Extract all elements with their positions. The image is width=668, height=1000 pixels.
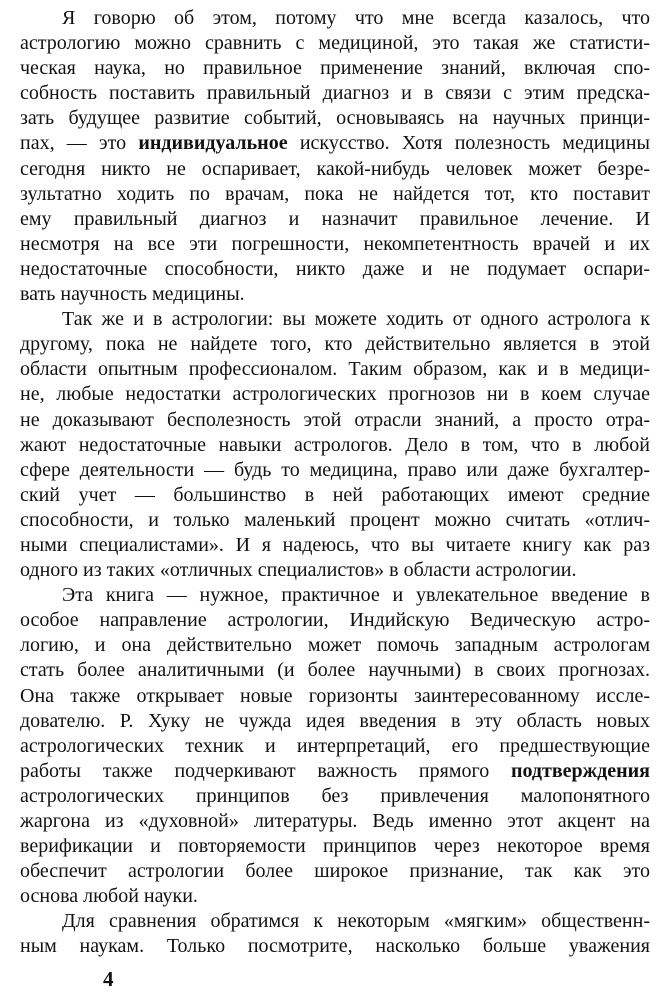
text-line [20, 31, 650, 56]
text-run: собность поставить правильный диагноз и в связи с этим предска- [20, 82, 650, 105]
text-run: несмотря на все эти погрешности, некомпетентность врачей и их [20, 232, 650, 255]
text-run: сегодня никто не оспаривает, какой-нибудь человек может безре- [20, 157, 650, 180]
bold-text: подтверждения [510, 759, 650, 782]
text-run: одного из таких «отличных специалистов» в области астрологии. [20, 559, 577, 582]
text-line [20, 157, 650, 182]
text-run: Так же и в астрологии: вы можете ходить от одного астролога к [62, 308, 650, 331]
text-line [20, 182, 650, 207]
text-line [20, 458, 650, 483]
page-body [20, 6, 650, 960]
text-run: особое направление астрологии, Индийскую Ведическую астро- [20, 609, 650, 632]
text-run: жают недостаточные навыки астрологов. Дело в том, что в любой [20, 433, 650, 456]
text-run: недостаточные способности, никто даже и не подумает оспари- [20, 257, 650, 280]
text-run: стать более аналитичными (и более научными) в своих прогнозах. [20, 659, 650, 682]
text-run: логию, и она действительно может помочь западным астрологам [20, 634, 650, 657]
text-line [20, 106, 650, 131]
text-line [20, 834, 650, 859]
text-run: Для сравнения обратимся к некоторым «мягким» общественн- [62, 910, 650, 933]
text-run: сфере деятельности — будь то медицина, право или даже бухгалтер- [20, 458, 650, 481]
text-line [20, 433, 650, 458]
text-line [20, 207, 650, 232]
text-run: астрологических принципов без привлечения малопонятного [20, 784, 650, 807]
text-line [20, 232, 650, 257]
paragraph [20, 909, 650, 959]
text-run: ему правильный диагноз и назначит правильное лечение. И [20, 207, 650, 230]
text-line [20, 382, 650, 407]
text-run: ский учет — большинство в ней работающих имеют средние [20, 483, 650, 506]
text-run: пах, — это [20, 132, 139, 155]
text-run: зультатно ходить по врачам, пока не найдется тот, кто поставит [20, 182, 650, 205]
text-line [20, 558, 650, 583]
text-run: зать будущее развитие событий, основываясь на научных принци- [20, 107, 650, 130]
text-line [20, 408, 650, 433]
bold-text: индивидуальное [138, 132, 288, 155]
text-run: искусство. Хотя полезность медицины [287, 132, 650, 155]
text-line [20, 6, 650, 31]
paragraph [20, 583, 650, 909]
text-line [20, 81, 650, 106]
text-run: ными специалистами». И я надеюсь, что вы читаете книгу как раз [20, 533, 650, 556]
text-line [20, 307, 650, 332]
text-run: астрологию можно сравнить с медициной, это такая же статисти- [20, 32, 650, 55]
text-run: верификации и повторяемости принципов через некоторое время [20, 835, 650, 858]
text-run: не, любые недостатки астрологических прогнозов ни в коем случае [20, 383, 650, 406]
text-line [20, 884, 650, 909]
text-line [20, 583, 650, 608]
text-run: области опытным профессионалом. Таким образом, как и в медици- [20, 358, 650, 381]
text-line [20, 56, 650, 81]
text-line [20, 608, 650, 633]
text-run: работы также подчеркивают важность прямого [20, 759, 511, 782]
paragraph [20, 307, 650, 583]
text-run: ческая наука, но правильное применение знаний, включая спо- [20, 57, 650, 80]
text-run: Я говорю об этом, потому что мне всегда казалось, что [62, 7, 650, 29]
text-line [20, 483, 650, 508]
text-line [20, 759, 650, 784]
text-run: основа любой науки. [20, 885, 198, 908]
text-line [20, 633, 650, 658]
text-line [20, 784, 650, 809]
text-line [20, 934, 650, 959]
text-run: дователю. Р. Хуку не чужда идея введения в эту область новых [20, 709, 650, 732]
paragraph [20, 6, 650, 307]
text-line [20, 131, 650, 156]
page-number: 4 [103, 967, 114, 991]
text-line [20, 909, 650, 934]
text-run: жаргона из «духовной» литературы. Ведь именно этот акцент на [20, 810, 650, 832]
text-line [20, 332, 650, 357]
text-run: Эта книга — нужное, практичное и увлекательное введение в [62, 584, 650, 607]
text-line [20, 734, 650, 759]
text-line [20, 658, 650, 683]
text-line [20, 809, 650, 834]
text-line [20, 282, 650, 307]
text-line [20, 859, 650, 884]
text-run: вать научность медицины. [20, 283, 245, 306]
text-run: Она также открывает новые горизонты заинтересованному иссле- [20, 684, 650, 707]
text-line [20, 508, 650, 533]
text-run: астрологических техник и интерпретаций, его предшествующие [20, 734, 650, 757]
text-line [20, 257, 650, 282]
text-run: ным наукам. Только посмотрите, насколько больше уважения [20, 935, 650, 958]
text-run: другому, пока не найдете того, кто действительно является в этой [20, 333, 650, 356]
text-line [20, 533, 650, 558]
text-run: способности, и только маленький процент можно считать «отлич- [20, 508, 650, 531]
text-line [20, 709, 650, 734]
text-run: не доказывают бесполезность этой отрасли знаний, а просто отра- [20, 408, 650, 431]
text-line [20, 684, 650, 709]
text-run: обеспечит астрологии более широкое признание, так как это [20, 860, 650, 883]
text-line [20, 357, 650, 382]
